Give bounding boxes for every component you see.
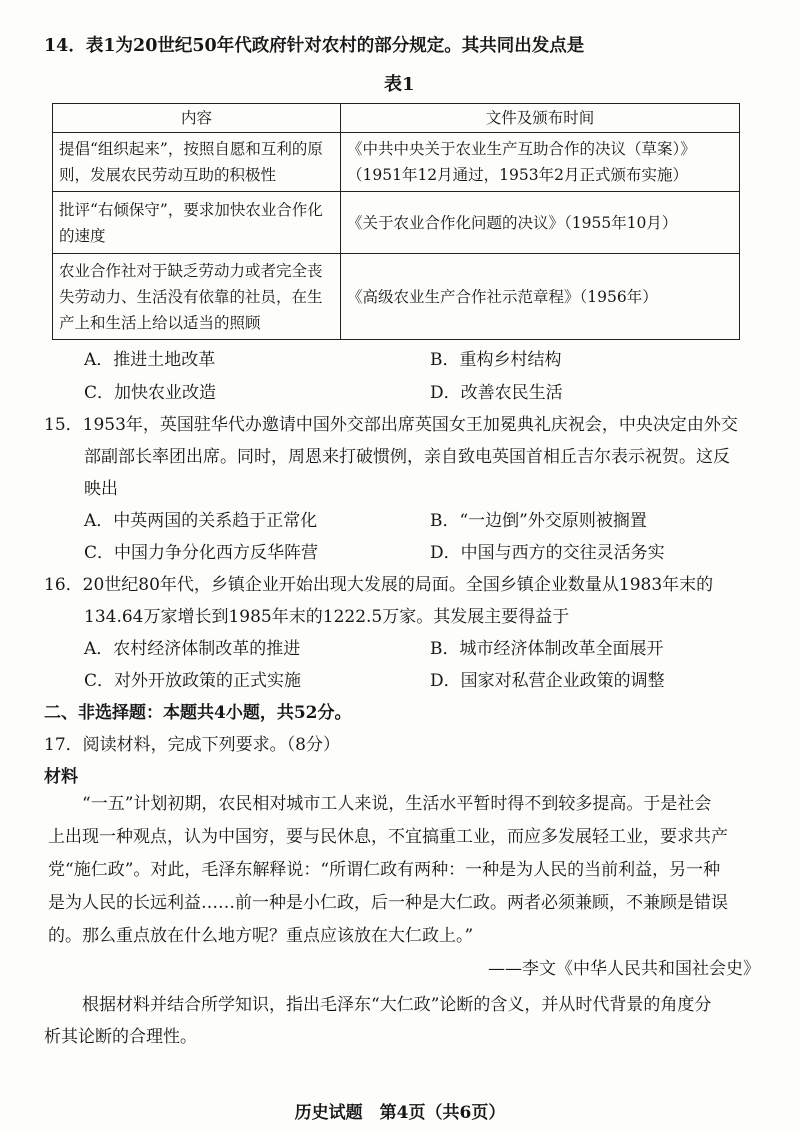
table-cell-content: 农业合作社对于缺乏劳动力或者完全丧失劳动力、生活没有依靠的社员，在生产上和生活上给以适当的照顾 — [53, 254, 341, 340]
doc-title: 《高级农业生产合作社示范章程》（1956年） — [347, 287, 658, 306]
q16-stem-line1: 16．20世纪80年代，乡镇企业开始出现大发展的局面。全国乡镇企业数量从1983年末的 — [44, 575, 714, 595]
table-row — [53, 192, 740, 254]
table-cell-doc — [341, 133, 740, 192]
doc-title: 《中共中央关于农业生产互助合作的决议（草案）》 — [347, 140, 696, 158]
q17-task-line1: 根据材料并结合所学知识，指出毛泽东“大仁政”论断的含义，并从时代背景的角度分 — [82, 995, 712, 1015]
table-header-doc: 文件及颁布时间 — [341, 104, 740, 133]
q14-option-b[interactable]: B．重构乡村结构 — [430, 350, 562, 370]
q17-task-line2: 析其论断的合理性。 — [44, 1027, 197, 1047]
doc-title: 《关于农业合作化问题的决议》（1955年10月） — [347, 213, 678, 232]
page-footer: 历史试题 第4页（共6页） — [294, 1103, 506, 1123]
table-1 — [52, 103, 740, 340]
table-row — [53, 254, 740, 340]
doc-date: （1951年12月通过，1953年2月正式颁布实施） — [347, 166, 688, 184]
section-2-heading: 二、非选择题：本题共4小题，共52分。 — [44, 703, 352, 723]
q17-stem: 17．阅读材料，完成下列要求。（8分） — [44, 735, 340, 755]
material-line-3: 党“施仁政”。对此，毛泽东解释说：“所谓仁政有两种：一种是为人民的当前利益，另一种 — [48, 860, 721, 880]
q15-stem-line3: 映出 — [84, 479, 118, 499]
table-title: 表1 — [384, 74, 415, 95]
material-line-2: 上出现一种观点，认为中国穷，要与民休息，不宜搞重工业，而应多发展轻工业，要求共产 — [48, 827, 728, 847]
q14-option-c[interactable]: C．加快农业改造 — [84, 383, 217, 403]
q15-option-c[interactable]: C．中国力争分化西方反华阵营 — [84, 543, 319, 563]
table-header-content: 内容 — [53, 104, 341, 133]
material-label: 材料 — [44, 767, 78, 787]
material-line-5: 的。那么重点放在什么地方呢？重点应该放在大仁政上。” — [48, 926, 474, 946]
material-line-1: “一五”计划初期，农民相对城市工人来说，生活水平暂时得不到较多提高。于是社会 — [82, 794, 712, 814]
q16-option-d[interactable]: D．国家对私营企业政策的调整 — [430, 671, 665, 691]
material-text — [48, 788, 760, 986]
q15-stem-line1: 15．1953年，英国驻华代办邀请中国外交部出席英国女王加冕典礼庆祝会，中央决定由外交 — [44, 415, 738, 435]
q15-option-a[interactable]: A．中英两国的关系趋于正常化 — [84, 511, 318, 531]
table-cell-doc — [341, 254, 740, 340]
q16-option-c[interactable]: C．对外开放政策的正式实施 — [84, 671, 302, 691]
table-cell-content: 提倡“组织起来”，按照自愿和互利的原则，发展农民劳动互助的积极性 — [53, 133, 341, 192]
material-source: ——李文《中华人民共和国社会史》 — [488, 959, 760, 979]
material-line-4: 是为人民的长远利益……前一种是小仁政，后一种是大仁政。两者必须兼顾，不兼顾是错误 — [48, 893, 728, 913]
q14-option-d[interactable]: D．改善农民生活 — [430, 383, 563, 403]
table-cell-doc — [341, 192, 740, 254]
q15-option-d[interactable]: D．中国与西方的交往灵活务实 — [430, 543, 665, 563]
q15-option-b[interactable]: B．“一边倒”外交原则被搁置 — [430, 511, 647, 531]
q14-stem: 14．表1为20世纪50年代政府针对农村的部分规定。其共同出发点是 — [44, 36, 585, 56]
q14-option-a[interactable]: A．推进土地改革 — [84, 350, 216, 370]
q16-option-a[interactable]: A．农村经济体制改革的推进 — [84, 639, 301, 659]
q16-option-b[interactable]: B．城市经济体制改革全面展开 — [430, 639, 664, 659]
table-row — [53, 133, 740, 192]
table-cell-content: 批评“右倾保守”，要求加快农业合作化的速度 — [53, 192, 341, 254]
q16-stem-line2: 134.64万家增长到1985年末的1222.5万家。其发展主要得益于 — [84, 607, 570, 627]
q15-stem-line2: 部副部长率团出席。同时，周恩来打破惯例，亲自致电英国首相丘吉尔表示祝贺。这反 — [84, 447, 730, 467]
table-header-row — [53, 104, 740, 133]
